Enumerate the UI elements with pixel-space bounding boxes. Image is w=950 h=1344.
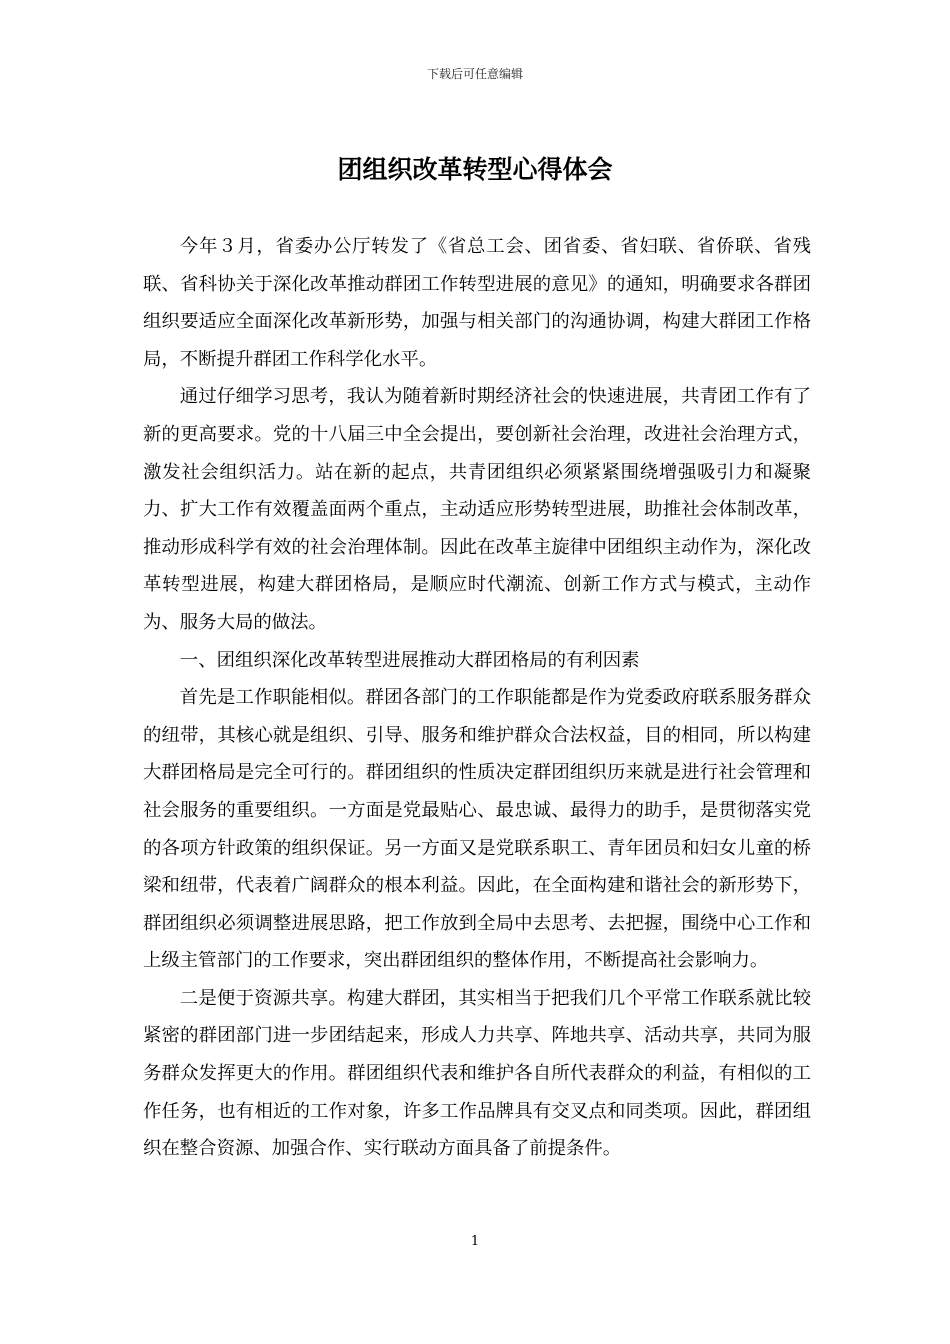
section-heading: 一、团组织深化改革转型进展推动大群团格局的有利因素 xyxy=(179,649,640,671)
paragraph: 首先是工作职能相似。群团各部门的工作职能都是作为党委政府联系服务群众的纽带，其核心就是组织、引导、服务和维护群众合法权益，目的相同，所以构建大群团格局是完全可行的。群团组织的性质决定群团组织历来就是进行社会管理和社会服务的重要组织。一方面是党最贴心、最忠诚、最得力的助手，是贯彻落实党的各项方针政策的组织保证。另一方面又是党联系职工、青年团员和妇女儿童的桥梁和纽带，代表着广阔群众的根本利益。因此，在全面构建和谐社会的新形势下，群团组织必须调整进展思路，把工作放到全局中去思考、去把握，围绕中心工作和上级主管部门的工作要求，突出群团组织的整体作用，不断提高社会影响力。 xyxy=(143,687,811,972)
page-number: 1 xyxy=(470,1234,480,1249)
document-title: 团组织改革转型心得体会 xyxy=(337,155,613,184)
header-note: 下载后可任意编辑 xyxy=(426,67,523,81)
paragraph: 二是便于资源共享。构建大群团，其实相当于把我们几个平常工作联系就比较紧密的群团部门进一步团结起来，形成人力共享、阵地共享、活动共享，共同为服务群众发挥更大的作用。群团组织代表和维护各自所代表群众的利益，有相似的工作任务，也有相近的工作对象，许多工作品牌具有交叉点和同类项。因此，群团组织在整合资源、加强合作、实行联动方面具备了前提条件。 xyxy=(143,987,811,1160)
paragraph: 今年３月，省委办公厅转发了《省总工会、团省委、省妇联、省侨联、省残联、省科协关于深化改革推动群团工作转型进展的意见》的通知，明确要求各群团组织要适应全面深化改革新形势，加强与相关部门的沟通协调，构建大群团工作格局，不断提升群团工作科学化水平。 xyxy=(143,236,811,370)
paragraph: 通过仔细学习思考，我认为随着新时期经济社会的快速进展，共青团工作有了新的更高要求。党的十八届三中全会提出，要创新社会治理，改进社会治理方式，激发社会组织活力。站在新的起点，共青团组织必须紧紧围绕增强吸引力和凝聚力、扩大工作有效覆盖面两个重点，主动适应形势转型进展，助推社会体制改革，推动形成科学有效的社会治理体制。因此在改革主旋律中团组织主动作为，深化改革转型进展，构建大群团格局，是顺应时代潮流、创新工作方式与模式，主动作为、服务大局的做法。 xyxy=(143,386,811,633)
document-body xyxy=(143,228,811,1168)
